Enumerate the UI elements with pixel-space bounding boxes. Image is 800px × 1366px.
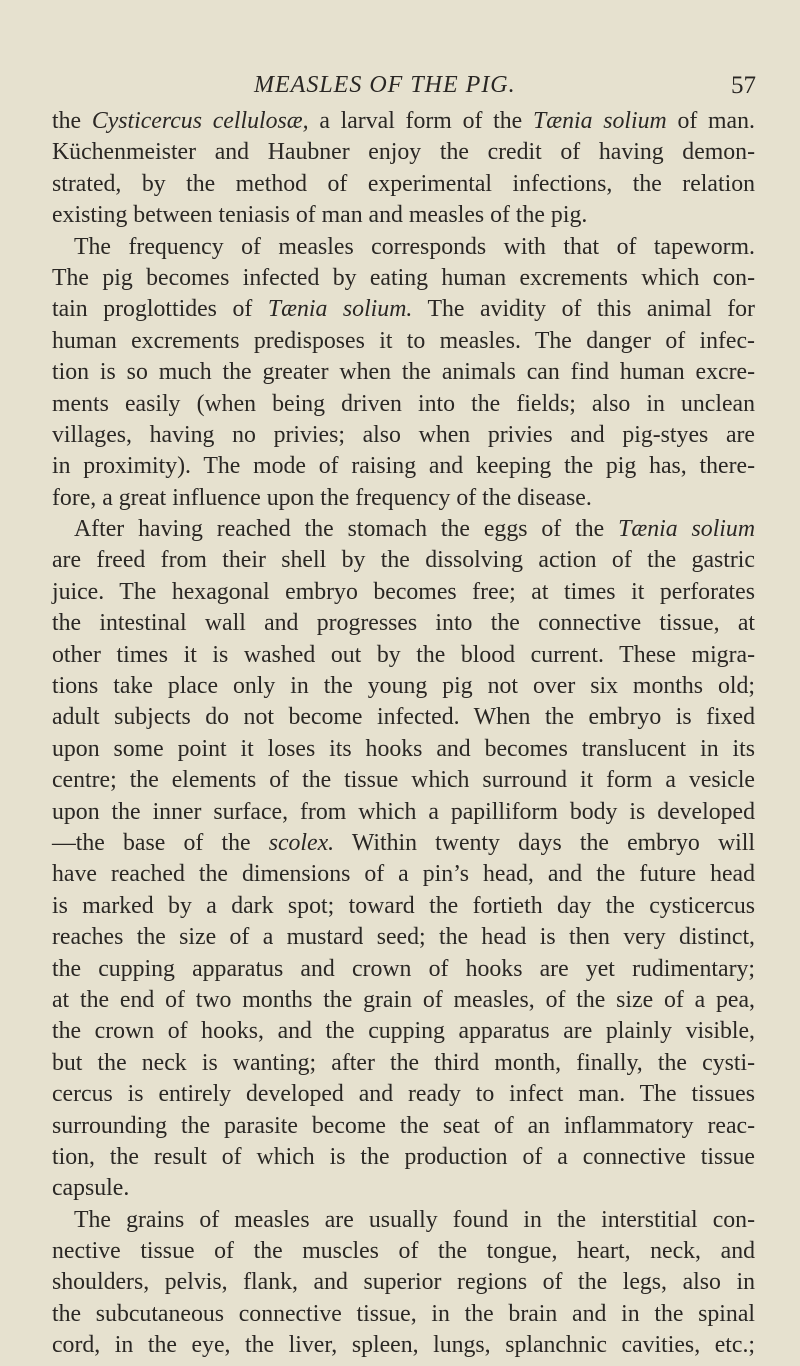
text-line: Küchenmeister and Haubner enjoy the credit of having demon- bbox=[52, 139, 755, 166]
text-line: After having reached the stomach the eggs of the Tænia solium bbox=[74, 516, 756, 543]
text-line: villages, having no privies; also when privies and pig-styes are bbox=[52, 421, 755, 448]
text-line: at the end of two months the grain of measles, of the size of a pea, bbox=[52, 986, 755, 1013]
text-line: tain proglottides of Tænia solium. The avidity of this animal for bbox=[52, 296, 755, 323]
text-line: the subcutaneous connective tissue, in the brain and in the spinal bbox=[52, 1300, 755, 1327]
text-line: tion, the result of which is the production of a connective tissue bbox=[52, 1143, 755, 1170]
text-line: nective tissue of the muscles of the tongue, heart, neck, and bbox=[52, 1238, 755, 1265]
text-line: reaches the size of a mustard seed; the head is then very distinct, bbox=[52, 924, 755, 951]
text-line: human excrements predisposes it to measles. The danger of infec- bbox=[52, 327, 755, 354]
text-line: other times it is washed out by the blood current. These migra- bbox=[52, 641, 755, 668]
running-head: MEASLES OF THE PIG. bbox=[254, 72, 516, 98]
text-line: upon some point it loses its hooks and becomes translucent in its bbox=[52, 735, 755, 762]
text-line: cercus is entirely developed and ready to infect man. The tissues bbox=[52, 1081, 755, 1108]
text-line: the intestinal wall and progresses into the connective tissue, at bbox=[52, 610, 755, 637]
text-line: centre; the elements of the tissue which surround it form a vesicle bbox=[52, 767, 755, 794]
text-line: capsule. bbox=[52, 1175, 130, 1202]
text-line: is marked by a dark spot; toward the fortieth day the cysticercus bbox=[52, 892, 755, 919]
text-line: upon the inner surface, from which a papilliform body is developed bbox=[52, 798, 755, 825]
text-line: fore, a great influence upon the frequency of the disease. bbox=[52, 484, 592, 511]
text-line: existing between teniasis of man and measles of the pig. bbox=[52, 202, 588, 229]
text-line: The frequency of measles corresponds with that of tapeworm. bbox=[74, 233, 755, 260]
text-line: have reached the dimensions of a pin’s head, and the future head bbox=[52, 861, 755, 888]
text-line: surrounding the parasite become the seat of an inflammatory reac- bbox=[52, 1112, 755, 1139]
text-line: the cupping apparatus and crown of hooks are yet rudimentary; bbox=[52, 955, 755, 982]
text-line: adult subjects do not become infected. When the embryo is fixed bbox=[52, 704, 755, 731]
text-line: cord, in the eye, the liver, spleen, lungs, splanchnic cavities, etc.; bbox=[52, 1332, 755, 1359]
page-number: 57 bbox=[731, 72, 756, 99]
text-line: are freed from their shell by the dissolving action of the gastric bbox=[52, 547, 755, 574]
text-line: the Cysticercus cellulosæ, a larval form of the Tænia solium of man. bbox=[52, 108, 755, 134]
text-line: in proximity). The mode of raising and keeping the pig has, there- bbox=[52, 453, 755, 480]
text-line: tions take place only in the young pig not over six months old; bbox=[52, 673, 755, 700]
text-line: The pig becomes infected by eating human excrements which con- bbox=[52, 264, 755, 291]
text-line: the crown of hooks, and the cupping apparatus are plainly visible, bbox=[52, 1018, 755, 1045]
body-text bbox=[52, 106, 755, 1362]
text-line: but the neck is wanting; after the third month, finally, the cysti- bbox=[52, 1049, 755, 1076]
text-line: ments easily (when being driven into the fields; also in unclean bbox=[52, 390, 755, 417]
text-line: juice. The hexagonal embryo becomes free; at times it perforates bbox=[52, 578, 755, 605]
text-line: strated, by the method of experimental infections, the relation bbox=[52, 170, 755, 197]
text-line: —the base of the scolex. Within twenty days the embryo will bbox=[52, 829, 755, 856]
text-line: shoulders, pelvis, flank, and superior regions of the legs, also in bbox=[52, 1269, 755, 1296]
text-line: tion is so much the greater when the animals can find human excre- bbox=[52, 359, 755, 386]
text-line: The grains of measles are usually found in the interstitial con- bbox=[74, 1206, 755, 1233]
